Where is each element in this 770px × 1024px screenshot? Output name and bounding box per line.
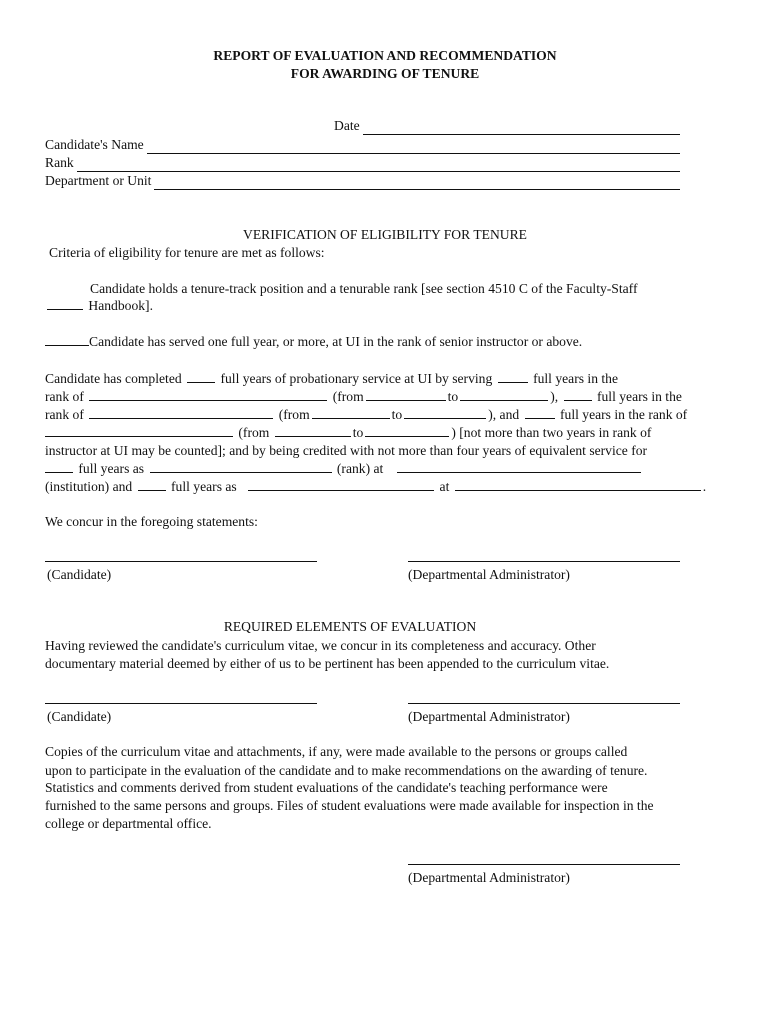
criterion1-handbook: Handbook]. xyxy=(88,298,153,313)
required-heading: REQUIRED ELEMENTS OF EVALUATION xyxy=(223,619,477,634)
criterion2-check-blank[interactable] xyxy=(45,333,89,346)
rank-row xyxy=(45,154,680,172)
candidate-signature-line-1[interactable] xyxy=(45,561,317,562)
equiv-institution-blank-2[interactable] xyxy=(455,478,701,491)
service-line2 xyxy=(45,388,682,406)
concur-statement: We concur in the foregoing statements: xyxy=(45,514,258,529)
criterion2-line xyxy=(45,333,582,351)
candidate-signature-label-1: (Candidate) xyxy=(47,567,112,582)
department-label: Department or Unit xyxy=(45,173,152,188)
required-line1: Having reviewed the candidate's curriculum vitae, we concur in its completeness and accuracy. Other xyxy=(45,638,596,653)
rank-blank-2[interactable] xyxy=(89,406,273,419)
from-blank-3[interactable] xyxy=(275,424,351,437)
service-text: full years as xyxy=(78,461,145,476)
admin-signature-line-1[interactable] xyxy=(408,561,680,562)
service-text: rank of xyxy=(45,389,84,404)
copies-line4: furnished to the same persons and groups. Files of student evaluations were made available for inspection in the xyxy=(45,798,654,813)
criterion1-text: Candidate holds a tenure-track position and a tenurable rank [see section 4510 C of the Faculty-Staff xyxy=(90,281,638,296)
from-blank-1[interactable] xyxy=(366,388,446,401)
service-line3 xyxy=(45,406,687,424)
criterion1-check-blank[interactable] xyxy=(47,297,83,310)
date-label: Date xyxy=(334,118,360,133)
candidate-name-label: Candidate's Name xyxy=(45,137,144,152)
to-blank-1[interactable] xyxy=(460,388,548,401)
service-line1 xyxy=(45,370,618,388)
copies-line1: Copies of the curriculum vitae and attachments, if any, were made available to the persons or groups called xyxy=(45,744,628,759)
service-text: ) [not more than two years in rank of xyxy=(451,425,652,440)
rank-field[interactable] xyxy=(77,158,680,172)
equiv-rank-blank[interactable] xyxy=(150,460,332,473)
rank-blank-1[interactable] xyxy=(89,388,327,401)
rank-label: Rank xyxy=(45,155,74,170)
equiv-rank-blank-2[interactable] xyxy=(248,478,434,491)
department-field[interactable] xyxy=(154,176,680,190)
form-title-line1: REPORT OF EVALUATION AND RECOMMENDATION xyxy=(213,48,557,63)
equiv-years-blank[interactable] xyxy=(45,460,73,473)
equiv-institution-blank-1[interactable] xyxy=(397,460,641,473)
probation-years-blank[interactable] xyxy=(187,370,215,383)
service-text: at xyxy=(439,479,450,494)
candidate-name-row xyxy=(45,136,680,154)
service-text: to xyxy=(352,425,364,440)
service-text: to xyxy=(447,389,459,404)
copies-line3: Statistics and comments derived from student evaluations of the candidate's teaching performance were xyxy=(45,780,608,795)
service-line5: instructor at UI may be counted]; and by being credited with not more than four years of equivalent service for xyxy=(45,443,648,458)
service-line6 xyxy=(45,460,643,478)
date-field[interactable] xyxy=(363,121,680,135)
department-row xyxy=(45,172,680,190)
required-line2: documentary material deemed by either of us to be pertinent has been appended to the curriculum vitae. xyxy=(45,656,610,671)
candidate-signature-label-2: (Candidate) xyxy=(47,709,112,724)
service-text: (rank) at xyxy=(336,461,384,476)
service-text: to xyxy=(391,407,403,422)
service-line7 xyxy=(45,478,706,496)
equiv-years-blank-2[interactable] xyxy=(138,478,166,491)
service-text: . xyxy=(702,479,707,494)
service-text: Candidate has completed xyxy=(45,371,182,386)
service-text: (from xyxy=(238,425,270,440)
to-blank-3[interactable] xyxy=(365,424,449,437)
criterion2-text: Candidate has served one full year, or more, at UI in the rank of senior instructor or above. xyxy=(89,334,583,349)
service-text: ), and xyxy=(488,407,520,422)
service-line4 xyxy=(45,424,651,442)
copies-line2: upon to participate in the evaluation of the candidate and to make recommendations on the awarding of tenure. xyxy=(45,763,648,778)
verification-heading: VERIFICATION OF ELIGIBILITY FOR TENURE xyxy=(243,227,527,242)
admin-signature-label-1: (Departmental Administrator) xyxy=(408,567,570,582)
eligibility-intro: Criteria of eligibility for tenure are met as follows: xyxy=(49,245,325,260)
admin-signature-line-3[interactable] xyxy=(408,864,680,865)
service-text: full years as xyxy=(171,479,237,494)
service-text: full years in the xyxy=(533,371,619,386)
years-blank-2[interactable] xyxy=(564,388,592,401)
years-blank-3[interactable] xyxy=(525,406,555,419)
years-blank-1[interactable] xyxy=(498,370,528,383)
service-text: ), xyxy=(550,389,559,404)
service-text: (institution) and xyxy=(45,479,133,494)
copies-line5: college or departmental office. xyxy=(45,816,212,831)
service-text: (from xyxy=(278,407,310,422)
service-text: full years of probationary service at UI by serving xyxy=(220,371,493,386)
form-title-line2: FOR AWARDING OF TENURE xyxy=(290,66,480,81)
service-text: (from xyxy=(332,389,364,404)
admin-signature-line-2[interactable] xyxy=(408,703,680,704)
service-text: rank of xyxy=(45,407,84,422)
admin-signature-label-3: (Departmental Administrator) xyxy=(408,870,570,885)
service-text: full years in the xyxy=(596,389,682,404)
criterion1-line2 xyxy=(47,297,153,315)
candidate-name-field[interactable] xyxy=(147,140,680,154)
candidate-signature-line-2[interactable] xyxy=(45,703,317,704)
to-blank-2[interactable] xyxy=(404,406,486,419)
date-row xyxy=(334,117,680,135)
admin-signature-label-2: (Departmental Administrator) xyxy=(408,709,570,724)
from-blank-2[interactable] xyxy=(312,406,390,419)
service-text: full years in the rank of xyxy=(560,407,688,422)
rank-blank-3[interactable] xyxy=(45,424,233,437)
